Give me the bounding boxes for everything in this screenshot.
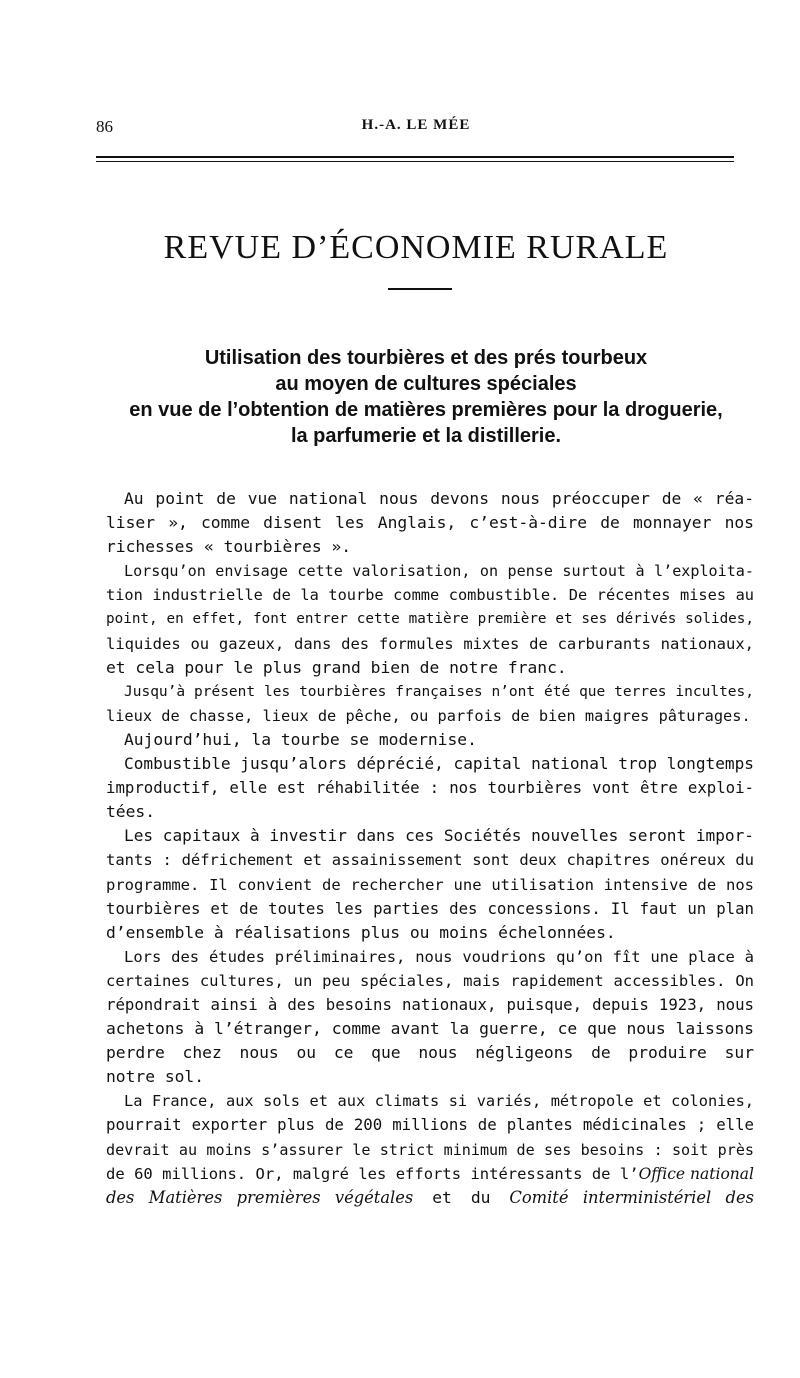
body-line-text: notre sol. [106, 1067, 205, 1087]
body-line [106, 1162, 754, 1186]
body-line-text: et cela pour le plus grand bien de notre franc. [106, 657, 567, 677]
body-line-text: Combustible jusqu’alors déprécié, capital national trop longtemps [124, 754, 754, 774]
body-line [106, 1065, 754, 1089]
body-line [106, 1186, 754, 1210]
body-line [106, 607, 754, 631]
article-title [96, 345, 756, 449]
body-line-text: Les capitaux à investir dans ces Sociétés nouvelles seront impor- [124, 826, 754, 846]
body-line-text: programme. Il convient de rechercher une utilisation intensive de nos [106, 875, 754, 894]
body-line [106, 632, 754, 656]
title-rule [388, 288, 452, 290]
body-line [106, 800, 754, 824]
body-line [106, 824, 754, 848]
body-line-text: devrait au moins s’assurer le strict minimum de ses besoins : soit près [106, 1140, 754, 1159]
body-line-text: Aujourd’hui, la tourbe se modernise. [124, 729, 477, 749]
body-line [106, 921, 754, 945]
page-number: 86 [96, 117, 113, 136]
body-line [106, 487, 754, 511]
body-line-text: liser », comme disent les Anglais, c’est-à-dire de monnayer nos [106, 513, 754, 533]
body-line [106, 873, 754, 897]
body-line [106, 897, 754, 921]
body-line [106, 1138, 754, 1162]
body-line [106, 511, 754, 535]
body-line [106, 535, 754, 559]
body-line-text: d’ensemble à réalisations plus ou moins échelonnées. [106, 922, 616, 942]
body-line [106, 945, 754, 969]
body-line [106, 1017, 754, 1041]
article-title-line: la parfumerie et la distillerie. [290, 425, 562, 447]
body-line-text: point, en effet, font entrer cette matière première et ses dérivés solides, [106, 611, 754, 628]
body-line [106, 1041, 754, 1065]
article-title-line: en vue de l’obtention de matières premières pour la droguerie, [129, 399, 723, 421]
body-line [106, 656, 754, 680]
running-head [96, 117, 736, 139]
body-line-text: improductif, elle est réhabilitée : nos tourbières vont être exploi- [106, 778, 754, 798]
body-line [106, 969, 754, 993]
body-line-text: achetons à l’étranger, comme avant la guerre, ce que nous laissons [106, 1019, 754, 1039]
body-line-text: perdre chez nous ou ce que nous négligeons de produire sur [106, 1043, 754, 1063]
body-line-text: certaines cultures, un peu spéciales, mais rapidement accessibles. On [106, 971, 754, 990]
article-title-line: au moyen de cultures spéciales [275, 373, 577, 395]
body-line [106, 993, 754, 1017]
body-line-text: richesses « tourbières ». [106, 537, 352, 557]
body-line [106, 1113, 754, 1137]
running-title: H.-A. LE MÉE [361, 117, 471, 133]
header-double-rule [96, 156, 734, 162]
body-line [106, 728, 754, 752]
body-line-italic: des Matières premières végétales [106, 1187, 414, 1207]
body-line-italic: Comité interministériel des [509, 1187, 754, 1207]
body-line-text: Au point de vue national nous devons nous préoccuper de « réa- [124, 489, 754, 508]
body-line [106, 848, 754, 872]
body-line [106, 752, 754, 776]
body-line [106, 776, 754, 800]
body-line-text: La France, aux sols et aux climats si variés, métropole et colonies, [124, 1092, 754, 1111]
body-line-text: et du [413, 1187, 510, 1207]
body-line-text: liquides ou gazeux, dans des formules mixtes de carburants nationaux, [106, 634, 754, 653]
article-body [106, 487, 754, 1210]
body-line-text: tion industrielle de la tourbe comme combustible. De récentes mises au [106, 586, 754, 605]
article-title-line: Utilisation des tourbières et des prés tourbeux [204, 347, 648, 369]
section-title: REVUE D’ÉCONOMIE RURALE [163, 229, 669, 266]
body-line-text: lieux de chasse, lieux de pêche, ou parfois de bien maigres pâturages. [106, 706, 751, 725]
body-line-text: Lors des études préliminaires, nous voudrions qu’on fît une place à [124, 947, 754, 966]
body-line-text: Jusqu’à présent les tourbières françaises n’ont été que terres incultes, [124, 683, 754, 700]
body-line-text: tées. [106, 802, 156, 822]
body-line [106, 1089, 754, 1113]
body-line-text: Lorsqu’on envisage cette valorisation, on pense surtout à l’exploita- [124, 562, 754, 581]
body-line-text: pourrait exporter plus de 200 millions de plantes médicinales ; elle [106, 1115, 754, 1135]
body-line [106, 704, 754, 728]
body-line [106, 583, 754, 607]
body-line-text: répondrait ainsi à des besoins nationaux, puisque, depuis 1923, nous [106, 994, 754, 1014]
body-line-text: tants : défrichement et assainissement sont deux chapitres onéreux du [106, 851, 754, 870]
body-line [106, 559, 754, 583]
body-line-text: tourbières et de toutes les parties des concessions. Il faut un plan [106, 898, 754, 918]
body-line-text: de 60 millions. Or, malgré les efforts intéressants de l’ [106, 1164, 639, 1183]
body-line [106, 680, 754, 704]
body-line-italic: Office national [638, 1164, 754, 1183]
